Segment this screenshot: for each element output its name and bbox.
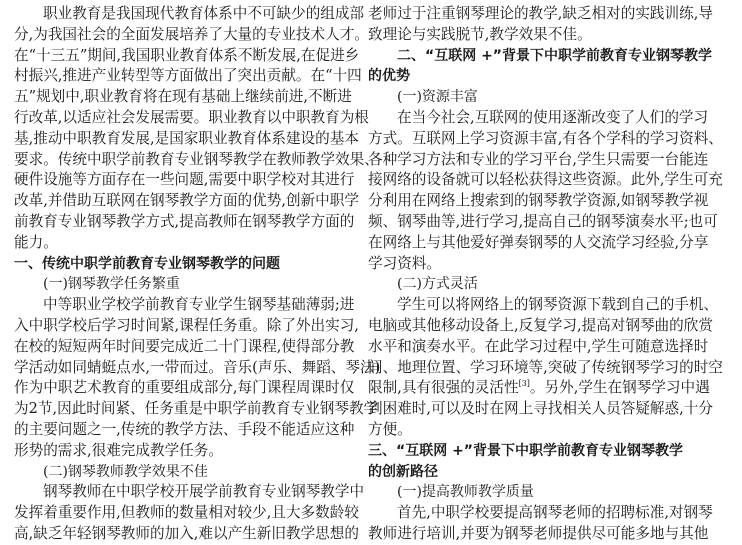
paragraph-line: 分利用在网络上搜索到的钢琴教学资源,如钢琴教学视 xyxy=(368,192,709,210)
paragraph-line: 学生可以将网络上的钢琴资源下载到自己的手机、 xyxy=(397,296,719,314)
paragraph-line: 间、地理位置、学习环境等,突破了传统钢琴学习的时空 xyxy=(368,358,723,376)
paragraph-line: 为2节,因此时间紧、任务重是中职学前教育专业钢琴教学 xyxy=(14,400,379,418)
section-heading: 的创新路径 xyxy=(368,463,438,480)
paragraph-line: 接网络的设备就可以轻松获得这些资源。此外,学生可充 xyxy=(368,171,723,189)
right-column xyxy=(368,4,726,545)
paragraph-line: 方便。 xyxy=(368,420,412,438)
subsection-heading: (一)钢琴教学任务繁重 xyxy=(43,276,180,293)
paragraph-line: 电脑或其他移动设备上,反复学习,提高对钢琴曲的欣赏 xyxy=(368,316,713,334)
subsection-heading: (一)资源丰富 xyxy=(397,89,478,106)
citation-marker: [3] xyxy=(518,379,530,389)
paragraph-line: 入中职学校后学习时间紧,课程任务重。除了外出实习, xyxy=(14,316,359,334)
paragraph-line: 高,缺乏年轻钢琴教师的加入,难以产生新旧教学思想的 xyxy=(14,524,359,542)
paragraph-line: 钢琴教师在中职学校开展学前教育专业钢琴教学中 xyxy=(43,483,365,501)
paragraph-line: 学活动如同蜻蜓点水,一带而过。音乐(声乐、舞蹈、琴法) xyxy=(14,358,381,376)
paragraph-line: 各种学习方法和专业的学习平台,学生只需要一台能连 xyxy=(368,150,709,168)
paragraph-line: 硬件设施等方面存在一些问题,需要中职学校对其进行 xyxy=(14,171,355,189)
section-heading: 一、传统中职学前教育专业钢琴教学的问题 xyxy=(14,255,280,272)
paragraph-line: 首先,中职学校要提高钢琴老师的招聘标准,对钢琴 xyxy=(397,504,713,522)
paragraph-line: 致理论与实践脱节,教学效果不佳。 xyxy=(368,25,592,43)
paragraph-line: 分,为我国社会的全面发展培养了大量的专业技术人才。 xyxy=(14,25,369,43)
paragraph-line: 的主要问题之一,传统的教学方法、手段不能适应这种 xyxy=(14,420,355,438)
paragraph-text: 限制,具有很强的灵活性 xyxy=(368,379,519,397)
left-column xyxy=(14,4,381,545)
paragraph-line: 改革,并借助互联网在钢琴教学方面的优势,创新中职学 xyxy=(14,192,359,210)
paragraph-line: 到困难时,可以及时在网上寻找相关人员答疑解惑,十分 xyxy=(368,400,713,418)
paragraph-line: 村振兴,推进产业转型等方面做出了突出贡献。在“十四 xyxy=(14,67,362,85)
paragraph-line: 基,推动中职教育发展,是国家职业教育体系建设的基本 xyxy=(14,129,359,147)
paragraph-line: 前教育专业钢琴教学方式,提高教师在钢琴教学方面的 xyxy=(14,212,355,230)
section-heading: 二、“互联网 +”背景下中职学前教育专业钢琴教学 xyxy=(397,47,713,64)
subsection-heading: (二)钢琴教师教学效果不佳 xyxy=(43,463,208,480)
paragraph-line: 水平和演奏水平。在此学习过程中,学生可随意选择时 xyxy=(368,337,709,355)
paragraph-line: 形势的需求,很难完成教学任务。 xyxy=(14,441,223,459)
paragraph-line: 中等职业学校学前教育专业学生钢琴基础薄弱;进 xyxy=(43,296,355,314)
paragraph-line: 学习资料。 xyxy=(368,254,441,272)
paragraph-line: 要求。传统中职学前教育专业钢琴教学在教师教学效果、 xyxy=(14,150,379,168)
paragraph-line: 在“十三五”期间,我国职业教育体系不断发展,在促进乡 xyxy=(14,46,360,64)
subsection-heading: (一)提高教师教学质量 xyxy=(397,484,534,501)
paragraph-line: 行改革,以适应社会发展需要。职业教育以中职教育为根 xyxy=(14,108,369,126)
paragraph-line: 在当今社会,互联网的使用逐渐改变了人们的学习 xyxy=(397,108,709,126)
paragraph-line: 职业教育是我国现代教育体系中不可缺少的组成部 xyxy=(43,5,365,22)
paragraph-line: 方式。互联网上学习资源丰富,有各个学科的学习资料、 xyxy=(368,129,723,147)
paragraph-line: 老师过于注重钢琴理论的教学,缺乏相对的实践训练,导 xyxy=(368,5,713,22)
paragraph-line: 在校的短短两年时间要完成近二十门课程,使得部分教 xyxy=(14,337,355,355)
section-heading: 的优势 xyxy=(368,68,410,85)
paragraph-line: 教师进行培训,并要为钢琴老师提供尽可能多地与其他 xyxy=(368,524,709,542)
paragraph-line: 五”规划中,职业教育将在现有基础上继续前进,不断进 xyxy=(14,88,352,106)
subsection-heading: (二)方式灵活 xyxy=(397,276,478,293)
paragraph-line: 在网络上与其他爱好弹奏钢琴的人交流学习经验,分享 xyxy=(368,233,709,251)
paragraph-line: 能力。 xyxy=(14,233,58,251)
paragraph-line: 发挥着重要作用,但教师的数量相对较少,且大多数龄较 xyxy=(14,504,359,522)
paragraph-text: 。另外,学生在钢琴学习中遇 xyxy=(529,379,710,397)
paragraph-line xyxy=(368,378,726,399)
section-heading: 三、“互联网 +”背景下中职学前教育专业钢琴教学 xyxy=(368,442,684,459)
paragraph-line: 频、钢琴曲等,进行学习,提高自己的钢琴演奏水平;也可 xyxy=(368,212,718,230)
paragraph-line: 作为中职艺术教育的重要组成部分,每门课程周课时仅 xyxy=(14,379,355,397)
